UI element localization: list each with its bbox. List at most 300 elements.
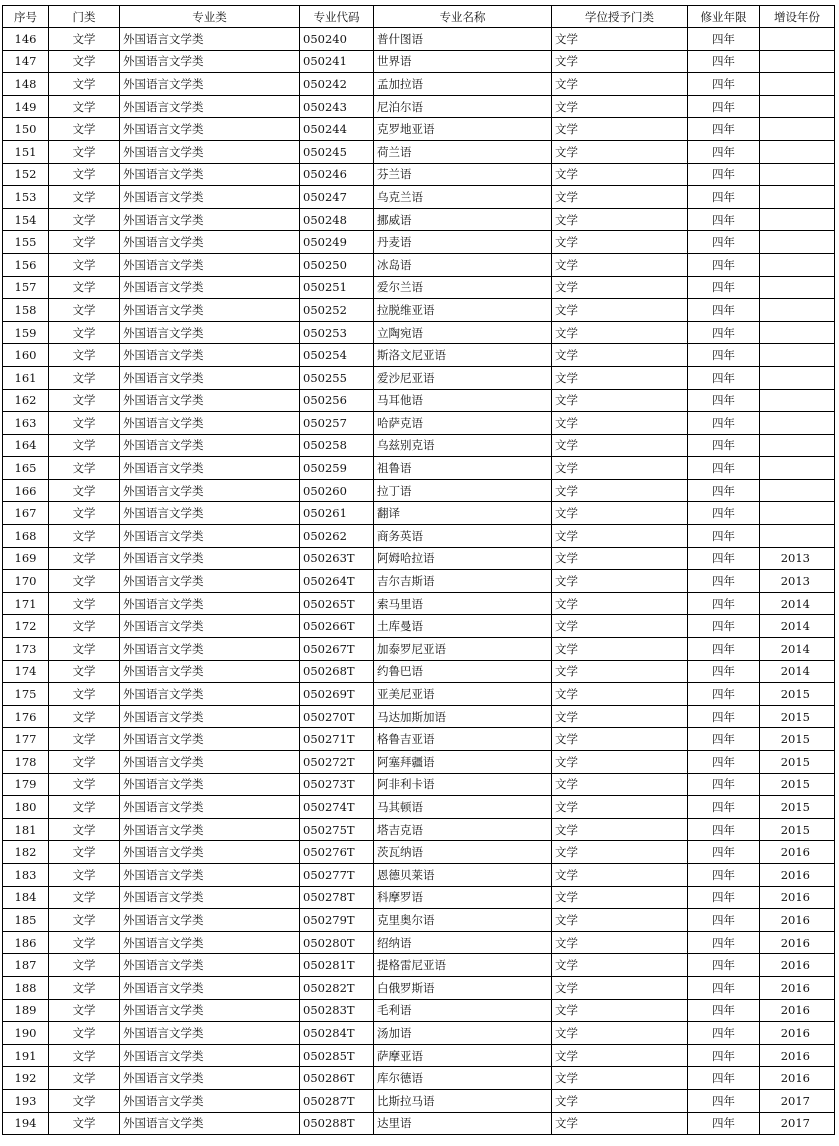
cell-degree-category: 文学 <box>552 208 688 231</box>
cell-year-added: 2015 <box>760 796 835 819</box>
cell-major-code: 050273T <box>300 773 374 796</box>
cell-category: 文学 <box>49 412 120 435</box>
cell-major-class: 外国语言文学类 <box>120 95 300 118</box>
cell-major-name: 汤加语 <box>374 1022 552 1045</box>
cell-index: 156 <box>3 253 49 276</box>
cell-major-class: 外国语言文学类 <box>120 140 300 163</box>
cell-year-added <box>760 28 835 51</box>
cell-year-added: 2016 <box>760 886 835 909</box>
cell-degree-category: 文学 <box>552 954 688 977</box>
cell-study-years: 四年 <box>688 999 760 1022</box>
table-row <box>3 751 835 774</box>
cell-major-code: 050277T <box>300 863 374 886</box>
cell-major-name: 丹麦语 <box>374 231 552 254</box>
table-row <box>3 796 835 819</box>
cell-major-code: 050240 <box>300 28 374 51</box>
cell-category: 文学 <box>49 954 120 977</box>
cell-major-class: 外国语言文学类 <box>120 1112 300 1135</box>
cell-degree-category: 文学 <box>552 73 688 96</box>
cell-index: 159 <box>3 321 49 344</box>
table-row <box>3 818 835 841</box>
cell-major-code: 050241 <box>300 50 374 73</box>
header-degree-category: 学位授予门类 <box>552 6 688 28</box>
table-body <box>3 28 835 1135</box>
cell-index: 154 <box>3 208 49 231</box>
cell-index: 177 <box>3 728 49 751</box>
header-study-years: 修业年限 <box>688 6 760 28</box>
cell-study-years: 四年 <box>688 366 760 389</box>
cell-major-code: 050265T <box>300 592 374 615</box>
cell-year-added: 2016 <box>760 909 835 932</box>
cell-major-code: 050261 <box>300 502 374 525</box>
cell-year-added <box>760 253 835 276</box>
cell-study-years: 四年 <box>688 389 760 412</box>
table-row <box>3 773 835 796</box>
cell-index: 174 <box>3 660 49 683</box>
cell-study-years: 四年 <box>688 73 760 96</box>
table-row <box>3 728 835 751</box>
cell-index: 153 <box>3 186 49 209</box>
cell-major-name: 商务英语 <box>374 525 552 548</box>
cell-degree-category: 文学 <box>552 818 688 841</box>
cell-major-code: 050285T <box>300 1044 374 1067</box>
cell-major-code: 050270T <box>300 705 374 728</box>
cell-degree-category: 文学 <box>552 457 688 480</box>
cell-category: 文学 <box>49 615 120 638</box>
cell-index: 194 <box>3 1112 49 1135</box>
cell-major-class: 外国语言文学类 <box>120 412 300 435</box>
cell-major-name: 吉尔吉斯语 <box>374 570 552 593</box>
cell-index: 192 <box>3 1067 49 1090</box>
cell-year-added: 2013 <box>760 547 835 570</box>
cell-degree-category: 文学 <box>552 728 688 751</box>
cell-major-class: 外国语言文学类 <box>120 208 300 231</box>
cell-major-code: 050243 <box>300 95 374 118</box>
cell-major-class: 外国语言文学类 <box>120 592 300 615</box>
cell-major-class: 外国语言文学类 <box>120 28 300 51</box>
cell-major-class: 外国语言文学类 <box>120 163 300 186</box>
header-year-added: 增设年份 <box>760 6 835 28</box>
table-row <box>3 886 835 909</box>
cell-year-added <box>760 344 835 367</box>
cell-index: 190 <box>3 1022 49 1045</box>
cell-study-years: 四年 <box>688 909 760 932</box>
cell-category: 文学 <box>49 299 120 322</box>
cell-major-code: 050262 <box>300 525 374 548</box>
cell-major-name: 格鲁吉亚语 <box>374 728 552 751</box>
table-row <box>3 366 835 389</box>
cell-major-name: 拉脱维亚语 <box>374 299 552 322</box>
cell-major-class: 外国语言文学类 <box>120 638 300 661</box>
table-row <box>3 1044 835 1067</box>
cell-major-name: 塔吉克语 <box>374 818 552 841</box>
table-row <box>3 457 835 480</box>
cell-index: 180 <box>3 796 49 819</box>
cell-major-class: 外国语言文学类 <box>120 931 300 954</box>
cell-degree-category: 文学 <box>552 1089 688 1112</box>
cell-year-added: 2015 <box>760 773 835 796</box>
header-major-code: 专业代码 <box>300 6 374 28</box>
cell-major-name: 白俄罗斯语 <box>374 976 552 999</box>
cell-category: 文学 <box>49 683 120 706</box>
cell-year-added <box>760 73 835 96</box>
cell-study-years: 四年 <box>688 118 760 141</box>
cell-study-years: 四年 <box>688 253 760 276</box>
cell-category: 文学 <box>49 751 120 774</box>
cell-index: 179 <box>3 773 49 796</box>
cell-degree-category: 文学 <box>552 95 688 118</box>
cell-category: 文学 <box>49 28 120 51</box>
cell-study-years: 四年 <box>688 841 760 864</box>
cell-study-years: 四年 <box>688 547 760 570</box>
cell-index: 171 <box>3 592 49 615</box>
cell-index: 147 <box>3 50 49 73</box>
cell-year-added: 2015 <box>760 818 835 841</box>
cell-degree-category: 文学 <box>552 841 688 864</box>
cell-major-class: 外国语言文学类 <box>120 728 300 751</box>
cell-major-code: 050278T <box>300 886 374 909</box>
cell-degree-category: 文学 <box>552 909 688 932</box>
cell-major-class: 外国语言文学类 <box>120 705 300 728</box>
cell-category: 文学 <box>49 841 120 864</box>
cell-study-years: 四年 <box>688 683 760 706</box>
header-row <box>3 6 835 28</box>
table-row <box>3 95 835 118</box>
cell-year-added: 2015 <box>760 683 835 706</box>
cell-year-added <box>760 479 835 502</box>
cell-degree-category: 文学 <box>552 321 688 344</box>
cell-major-class: 外国语言文学类 <box>120 773 300 796</box>
cell-category: 文学 <box>49 163 120 186</box>
cell-major-class: 外国语言文学类 <box>120 479 300 502</box>
cell-major-code: 050259 <box>300 457 374 480</box>
cell-major-class: 外国语言文学类 <box>120 841 300 864</box>
table-row <box>3 931 835 954</box>
cell-year-added: 2016 <box>760 841 835 864</box>
cell-category: 文学 <box>49 1044 120 1067</box>
cell-major-class: 外国语言文学类 <box>120 1067 300 1090</box>
cell-study-years: 四年 <box>688 1022 760 1045</box>
cell-category: 文学 <box>49 276 120 299</box>
cell-study-years: 四年 <box>688 231 760 254</box>
cell-major-class: 外国语言文学类 <box>120 434 300 457</box>
cell-degree-category: 文学 <box>552 140 688 163</box>
cell-year-added: 2013 <box>760 570 835 593</box>
cell-category: 文学 <box>49 976 120 999</box>
header-category: 门类 <box>49 6 120 28</box>
cell-year-added: 2015 <box>760 728 835 751</box>
cell-study-years: 四年 <box>688 321 760 344</box>
cell-degree-category: 文学 <box>552 186 688 209</box>
cell-degree-category: 文学 <box>552 570 688 593</box>
cell-index: 186 <box>3 931 49 954</box>
cell-study-years: 四年 <box>688 863 760 886</box>
cell-category: 文学 <box>49 592 120 615</box>
cell-year-added <box>760 321 835 344</box>
cell-category: 文学 <box>49 140 120 163</box>
cell-major-code: 050275T <box>300 818 374 841</box>
cell-degree-category: 文学 <box>552 479 688 502</box>
cell-major-code: 050282T <box>300 976 374 999</box>
table-row <box>3 683 835 706</box>
cell-major-name: 亚美尼亚语 <box>374 683 552 706</box>
cell-index: 169 <box>3 547 49 570</box>
cell-major-code: 050252 <box>300 299 374 322</box>
cell-major-name: 比斯拉马语 <box>374 1089 552 1112</box>
cell-year-added: 2016 <box>760 1067 835 1090</box>
cell-major-class: 外国语言文学类 <box>120 73 300 96</box>
table-row <box>3 140 835 163</box>
table-row <box>3 1089 835 1112</box>
cell-year-added: 2015 <box>760 705 835 728</box>
cell-major-name: 克里奥尔语 <box>374 909 552 932</box>
cell-year-added: 2016 <box>760 976 835 999</box>
cell-category: 文学 <box>49 1067 120 1090</box>
cell-major-code: 050271T <box>300 728 374 751</box>
cell-index: 178 <box>3 751 49 774</box>
cell-year-added: 2014 <box>760 660 835 683</box>
table-row <box>3 253 835 276</box>
cell-degree-category: 文学 <box>552 344 688 367</box>
cell-year-added <box>760 366 835 389</box>
cell-year-added: 2014 <box>760 638 835 661</box>
cell-major-class: 外国语言文学类 <box>120 276 300 299</box>
cell-index: 163 <box>3 412 49 435</box>
cell-major-code: 050268T <box>300 660 374 683</box>
cell-major-name: 乌克兰语 <box>374 186 552 209</box>
cell-major-code: 050247 <box>300 186 374 209</box>
cell-category: 文学 <box>49 660 120 683</box>
majors-table <box>2 5 835 1135</box>
cell-degree-category: 文学 <box>552 547 688 570</box>
cell-index: 170 <box>3 570 49 593</box>
cell-major-code: 050248 <box>300 208 374 231</box>
cell-category: 文学 <box>49 1089 120 1112</box>
cell-year-added: 2016 <box>760 999 835 1022</box>
cell-major-name: 索马里语 <box>374 592 552 615</box>
cell-year-added: 2016 <box>760 1044 835 1067</box>
cell-category: 文学 <box>49 231 120 254</box>
cell-study-years: 四年 <box>688 570 760 593</box>
cell-major-code: 050280T <box>300 931 374 954</box>
cell-category: 文学 <box>49 547 120 570</box>
cell-degree-category: 文学 <box>552 796 688 819</box>
cell-category: 文学 <box>49 773 120 796</box>
table-row <box>3 208 835 231</box>
cell-index: 149 <box>3 95 49 118</box>
table-row <box>3 615 835 638</box>
table-row <box>3 28 835 51</box>
table-row <box>3 999 835 1022</box>
cell-major-name: 马耳他语 <box>374 389 552 412</box>
cell-major-name: 提格雷尼亚语 <box>374 954 552 977</box>
cell-degree-category: 文学 <box>552 28 688 51</box>
cell-major-code: 050269T <box>300 683 374 706</box>
cell-degree-category: 文学 <box>552 299 688 322</box>
cell-major-class: 外国语言文学类 <box>120 683 300 706</box>
cell-index: 175 <box>3 683 49 706</box>
cell-major-code: 050254 <box>300 344 374 367</box>
cell-degree-category: 文学 <box>552 502 688 525</box>
cell-degree-category: 文学 <box>552 1067 688 1090</box>
cell-year-added <box>760 208 835 231</box>
cell-major-code: 050274T <box>300 796 374 819</box>
cell-major-class: 外国语言文学类 <box>120 863 300 886</box>
cell-degree-category: 文学 <box>552 705 688 728</box>
cell-degree-category: 文学 <box>552 638 688 661</box>
cell-study-years: 四年 <box>688 457 760 480</box>
cell-category: 文学 <box>49 502 120 525</box>
cell-major-name: 科摩罗语 <box>374 886 552 909</box>
cell-index: 155 <box>3 231 49 254</box>
cell-category: 文学 <box>49 909 120 932</box>
cell-category: 文学 <box>49 457 120 480</box>
cell-year-added <box>760 276 835 299</box>
cell-major-class: 外国语言文学类 <box>120 570 300 593</box>
cell-study-years: 四年 <box>688 1089 760 1112</box>
table-row <box>3 276 835 299</box>
cell-major-name: 孟加拉语 <box>374 73 552 96</box>
cell-major-class: 外国语言文学类 <box>120 50 300 73</box>
table-row <box>3 976 835 999</box>
cell-index: 184 <box>3 886 49 909</box>
cell-major-name: 阿塞拜疆语 <box>374 751 552 774</box>
cell-major-code: 050283T <box>300 999 374 1022</box>
cell-study-years: 四年 <box>688 163 760 186</box>
cell-index: 157 <box>3 276 49 299</box>
header-major-class: 专业类 <box>120 6 300 28</box>
cell-major-name: 斯洛文尼亚语 <box>374 344 552 367</box>
cell-study-years: 四年 <box>688 1112 760 1135</box>
cell-degree-category: 文学 <box>552 253 688 276</box>
cell-category: 文学 <box>49 728 120 751</box>
cell-year-added <box>760 95 835 118</box>
table-row <box>3 1112 835 1135</box>
cell-category: 文学 <box>49 95 120 118</box>
cell-degree-category: 文学 <box>552 751 688 774</box>
cell-year-added: 2017 <box>760 1112 835 1135</box>
cell-major-name: 尼泊尔语 <box>374 95 552 118</box>
cell-category: 文学 <box>49 186 120 209</box>
cell-index: 166 <box>3 479 49 502</box>
cell-major-code: 050245 <box>300 140 374 163</box>
cell-index: 146 <box>3 28 49 51</box>
cell-major-code: 050244 <box>300 118 374 141</box>
cell-major-class: 外国语言文学类 <box>120 389 300 412</box>
cell-major-name: 乌兹别克语 <box>374 434 552 457</box>
cell-major-class: 外国语言文学类 <box>120 999 300 1022</box>
cell-category: 文学 <box>49 638 120 661</box>
cell-degree-category: 文学 <box>552 118 688 141</box>
cell-index: 181 <box>3 818 49 841</box>
cell-study-years: 四年 <box>688 728 760 751</box>
table-row <box>3 841 835 864</box>
cell-degree-category: 文学 <box>552 525 688 548</box>
cell-degree-category: 文学 <box>552 660 688 683</box>
cell-study-years: 四年 <box>688 186 760 209</box>
cell-index: 150 <box>3 118 49 141</box>
cell-major-code: 050251 <box>300 276 374 299</box>
cell-major-name: 库尔德语 <box>374 1067 552 1090</box>
cell-category: 文学 <box>49 389 120 412</box>
cell-major-class: 外国语言文学类 <box>120 457 300 480</box>
cell-study-years: 四年 <box>688 615 760 638</box>
cell-index: 151 <box>3 140 49 163</box>
cell-category: 文学 <box>49 118 120 141</box>
cell-major-code: 050250 <box>300 253 374 276</box>
cell-major-class: 外国语言文学类 <box>120 231 300 254</box>
cell-index: 152 <box>3 163 49 186</box>
cell-study-years: 四年 <box>688 95 760 118</box>
cell-major-class: 外国语言文学类 <box>120 118 300 141</box>
cell-year-added <box>760 434 835 457</box>
cell-study-years: 四年 <box>688 954 760 977</box>
cell-major-name: 约鲁巴语 <box>374 660 552 683</box>
cell-major-name: 马达加斯加语 <box>374 705 552 728</box>
cell-year-added <box>760 140 835 163</box>
cell-study-years: 四年 <box>688 1067 760 1090</box>
cell-major-name: 哈萨克语 <box>374 412 552 435</box>
cell-study-years: 四年 <box>688 976 760 999</box>
cell-major-name: 阿姆哈拉语 <box>374 547 552 570</box>
cell-major-name: 翻译 <box>374 502 552 525</box>
table-row <box>3 163 835 186</box>
cell-major-name: 爱尔兰语 <box>374 276 552 299</box>
cell-major-name: 芬兰语 <box>374 163 552 186</box>
cell-category: 文学 <box>49 50 120 73</box>
cell-study-years: 四年 <box>688 592 760 615</box>
cell-category: 文学 <box>49 863 120 886</box>
cell-study-years: 四年 <box>688 705 760 728</box>
table-row <box>3 1067 835 1090</box>
cell-category: 文学 <box>49 73 120 96</box>
cell-major-code: 050258 <box>300 434 374 457</box>
cell-index: 188 <box>3 976 49 999</box>
cell-major-name: 挪威语 <box>374 208 552 231</box>
cell-major-class: 外国语言文学类 <box>120 299 300 322</box>
cell-major-code: 050284T <box>300 1022 374 1045</box>
cell-major-class: 外国语言文学类 <box>120 1044 300 1067</box>
cell-major-class: 外国语言文学类 <box>120 886 300 909</box>
cell-degree-category: 文学 <box>552 434 688 457</box>
cell-study-years: 四年 <box>688 299 760 322</box>
cell-study-years: 四年 <box>688 1044 760 1067</box>
cell-major-name: 冰岛语 <box>374 253 552 276</box>
cell-year-added <box>760 163 835 186</box>
cell-index: 182 <box>3 841 49 864</box>
table-row <box>3 1022 835 1045</box>
cell-degree-category: 文学 <box>552 231 688 254</box>
cell-major-code: 050246 <box>300 163 374 186</box>
cell-major-name: 萨摩亚语 <box>374 1044 552 1067</box>
cell-degree-category: 文学 <box>552 999 688 1022</box>
cell-category: 文学 <box>49 1112 120 1135</box>
cell-major-name: 恩德贝莱语 <box>374 863 552 886</box>
cell-major-code: 050266T <box>300 615 374 638</box>
table-row <box>3 389 835 412</box>
cell-study-years: 四年 <box>688 502 760 525</box>
cell-year-added <box>760 389 835 412</box>
cell-category: 文学 <box>49 570 120 593</box>
cell-major-class: 外国语言文学类 <box>120 954 300 977</box>
table-row <box>3 50 835 73</box>
cell-major-class: 外国语言文学类 <box>120 976 300 999</box>
table-row <box>3 434 835 457</box>
table-row <box>3 863 835 886</box>
cell-study-years: 四年 <box>688 751 760 774</box>
cell-degree-category: 文学 <box>552 615 688 638</box>
cell-category: 文学 <box>49 796 120 819</box>
